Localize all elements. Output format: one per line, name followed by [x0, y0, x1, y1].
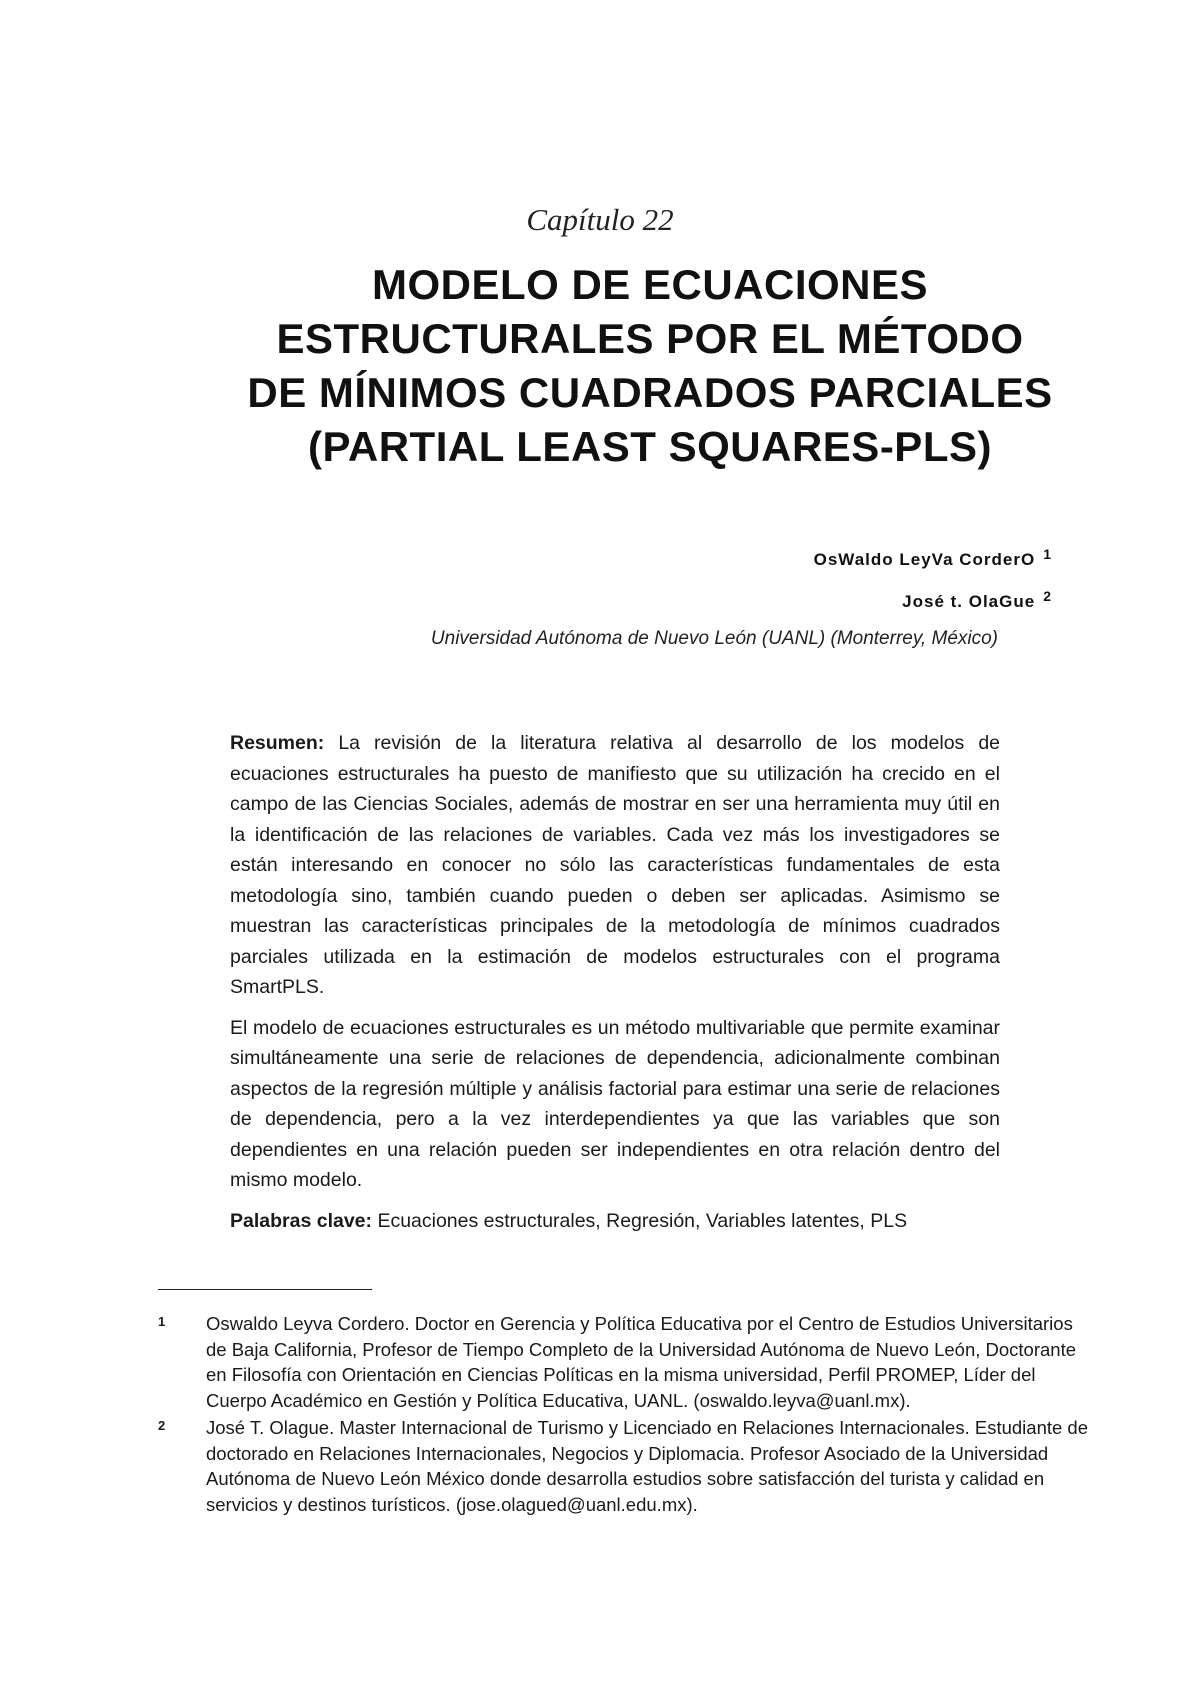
abstract-paragraph-2: El modelo de ecuaciones estructurales es un método multivariable que permite examinar simultáneamente una serie de relaciones de dependencia, adicionalmente combinan aspectos de la regresión múltiple y análisis factorial para estimar una serie de relaciones de dependencia, pero a la vez interdependientes ya que las variables que son dependientes en una relación pueden ser independientes en otra relación dentro del mismo modelo. — [230, 1016, 1000, 1191]
title-line: DE MÍNIMOS CUADRADOS PARCIALES — [247, 369, 1053, 416]
chapter-label: Capítulo 22 — [526, 202, 674, 237]
footnote-text: José T. Olague. Master Internacional de Turismo y Licenciado en Relaciones Internacionales. Estudiante de doctorado en Relaciones Internacionales, Negocios y Diplomacia. Profesor Asociado de la Universidad Autónoma de Nuevo León México donde desarrolla estudios sobre satisfacción del turista y calidad en servicios y destinos turísticos. (jose.olagued@uanl.edu.mx). — [206, 1417, 1089, 1515]
footnote-2 — [158, 1415, 1088, 1517]
author-1 — [814, 546, 1052, 570]
abstract-label: Resumen: — [230, 732, 325, 754]
footnote-divider — [158, 1289, 372, 1290]
abstract-text: La revisión de la literatura relativa al desarrollo de los modelos de ecuaciones estructurales ha puesto de manifiesto que su utilización ha crecido en el campo de las Ciencias Sociales, además de mostrar en ser una herramienta muy útil en la identificación de las relaciones de variables. Cada vez más los investigadores se están interesando en conocer no sólo las características fundamentales de esta metodología sino, también cuando pueden o deben ser aplicadas. Asimismo se muestran las características principales de la metodología de mínimos cuadrados parciales utilizada en la estimación de modelos estructurales con el programa SmartPLS. — [230, 732, 1001, 998]
keywords — [230, 1206, 1000, 1237]
keywords-text: Ecuaciones estructurales, Regresión, Variables latentes, PLS — [377, 1209, 908, 1232]
footnote-mark: 1 — [1043, 546, 1052, 562]
affiliation: Universidad Autónoma de Nuevo León (UANL) (Monterrey, México) — [430, 628, 998, 649]
author-name: José t. OlaGue — [902, 592, 1036, 611]
footnote-mark: 2 — [1043, 588, 1052, 604]
abstract-paragraph-1 — [230, 728, 1000, 1003]
chapter-title — [130, 258, 1170, 474]
footnote-1 — [158, 1311, 1088, 1413]
footnote-text: Oswaldo Leyva Cordero. Doctor en Gerencia y Política Educativa por el Centro de Estudios Universitarios de Baja California, Profesor de Tiempo Completo de la Universidad Autónoma de Nuevo León, Doctorante en Filosofía con Orientación en Ciencias Políticas en la misma universidad, Perfil PROMEP, Líder del Cuerpo Académico en Gestión y Política Educativa, UANL. (oswaldo.leyva@uanl.mx). — [206, 1313, 1077, 1411]
title-line: MODELO DE ECUACIONES — [371, 261, 929, 308]
abstract — [230, 728, 1000, 1246]
footnotes — [158, 1311, 1088, 1519]
keywords-label: Palabras clave: — [230, 1209, 373, 1232]
author-name: OsWaldo LeyVa CorderO — [813, 550, 1036, 569]
footnote-number: 1 — [158, 1314, 166, 1329]
footnote-number: 2 — [158, 1418, 166, 1433]
title-line: (PARTIAL LEAST SQUARES-PLS) — [308, 423, 992, 470]
title-line: ESTRUCTURALES POR EL MÉTODO — [276, 315, 1024, 362]
author-2 — [902, 588, 1052, 612]
